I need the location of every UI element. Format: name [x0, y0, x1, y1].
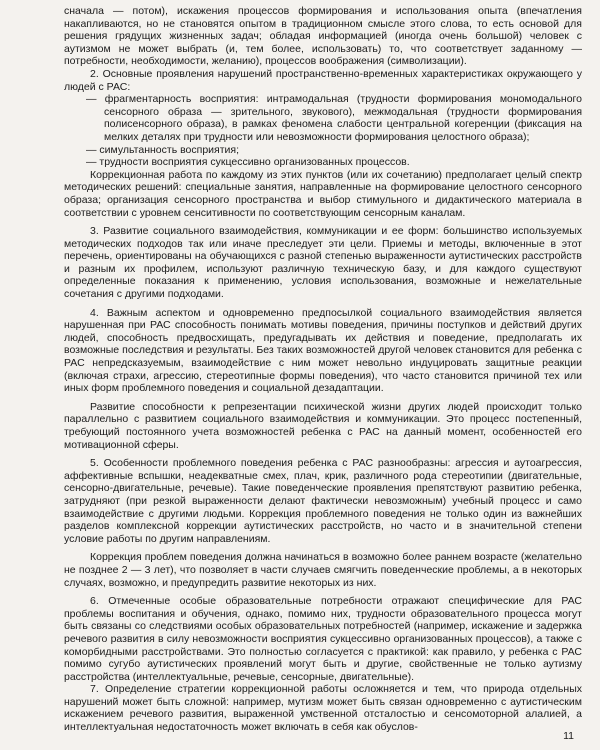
page-number: 11 — [563, 730, 574, 742]
paragraph-representation: Развитие способности к репрезентации психической жизни других людей происходит только параллельно с развитием социального взаимодействия и коммуникации. Это процесс постепенный, требующий постоянного учета возможностей ребенка с РАС на данный момент, особенностей его мотивационной сферы. — [64, 400, 582, 451]
bullet-simultaneous-perception: — симультанность восприятия; — [86, 143, 239, 156]
bullet-fragmentary-perception: — фрагментарность восприятия: интрамодальная (трудности формирования мономодального сенсорного образа — зрительного, звукового), межмодальная (трудности формирования полисенсорного образа), в рамках феномена слабости центральной когеренции (фиксация на мелких деталях при трудности или невозможности формирования целостного образа); — [86, 93, 582, 143]
paragraph-item-6: 6. Отмеченные особые образовательные потребности отражают специфические для РАС проблемы воспитания и обучения, однако, помимо них, трудности образовательного процесса могут быть связаны со следствиями особых образовательных потребностей (например, искажение и задержка речевого развития в силу невозможности восприятия сукцессивно организованных процессов), а также с коморбидными расстройствами. Это полностью согласуется с практикой: как правило, у ребенка с РАС помимо сугубо аутистических проявлений могут быть и другие, свойственные не только аутизму расстройства (интеллектуальные, речевые, сенсорные, двигательные). — [64, 595, 582, 683]
paragraph-behavior-correction: Коррекция проблем поведения должна начинаться в возможно более раннем возрасте (желательно не позднее 2 — 3 лет), что позволяет в части случаев смягчить поведенческие проблемы, а в некоторых случаях, возможно, и предупредить развитие некоторых из них. — [64, 551, 582, 589]
paragraph-item-3: 3. Развитие социального взаимодействия, коммуникации и ее форм: большинство используемых методических подходов так или иначе преследует эти цели. Приемы и методы, включенные в этот перечень, ориентированы на обучающихся с разной степенью выраженности аутистических расстройств и разным их профилем, используют различную техническую базу, и для каждого существуют определенные показания к применению, условия использования, возможные и нежелательные сочетания с другими подходами. — [64, 225, 582, 301]
paragraph-correction-work: Коррекционная работа по каждому из этих пунктов (или их сочетанию) предполагает целый спектр методических решений: специальные занятия, направленные на формирование целостного сенсорного образа; организация сенсорного пространства и выбор стимульного и дидактического материала в соответствии с уровнем сенситивности по соответствующим сенсорным каналам. — [64, 168, 582, 219]
paragraph-item-4: 4. Важным аспектом и одновременно предпосылкой социального взаимодействия является нарушенная при РАС способность понимать мотивы поведения, причины поступков и действий других людей, способность предвосхищать, предугадывать их действия и поведение, предполагать их возможные последствия и результаты. Без таких возможностей другой человек становится для ребенка с РАС непредсказуемым, взаимодействие с ним может невольно индуцировать защитные реакции (включая страхи, агрессию, стереотипные формы поведения), что часто становится причиной тех или иных форм проблемного поведения и социальной дезадаптации. — [64, 306, 582, 395]
paragraph-item-2: 2. Основные проявления нарушений пространственно-временных характеристиках окружающего у людей с РАС: — [64, 67, 582, 93]
bullet-successive-processes: — трудности восприятия сукцессивно организованных процессов. — [86, 156, 410, 169]
paragraph-item-5: 5. Особенности проблемного поведения ребенка с РАС разнообразны: агрессия и аутоагрессия, аффективные вспышки, неадекватные смех, плач, крик, различного рода стереотипии (двигательные, сенсорно-двигательные, речевые). Такие поведенческие проявления препятствуют развитию ребенка, затрудняют (при резкой выраженности делают фактически невозможным) учебный процесс и само взаимодействие с другими людьми. Коррекция проблемного поведения не только один из важнейших разделов комплексной коррекции аутистических расстройств, но часто и в значительной степени условие работы по другим направлениям. — [64, 457, 582, 545]
paragraph-continuation: сначала — потом), искажения процессов формирования и использования опыта (впечатления накапливаются, но не становятся опытом в традиционном смысле этого слова, то есть основой для решения грядущих жизненных задач; обладая информацией (иногда очень большой) человек с аутизмом не может выбрать (и, тем более, использовать) то, что соответствует заданному — потребности, необходимости, желанию), процессов воображения (символизации). — [64, 5, 582, 68]
paragraph-item-7: 7. Определение стратегии коррекционной работы осложняется и тем, что природа отдельных нарушений может быть сложной: например, мутизм может быть связан одновременно с аутистическим искажением речевого развития, выраженной умственной отсталостью и сенсомоторной алалией, а интеллектуальная недостаточность может включать в себя как обуслов- — [64, 683, 582, 734]
